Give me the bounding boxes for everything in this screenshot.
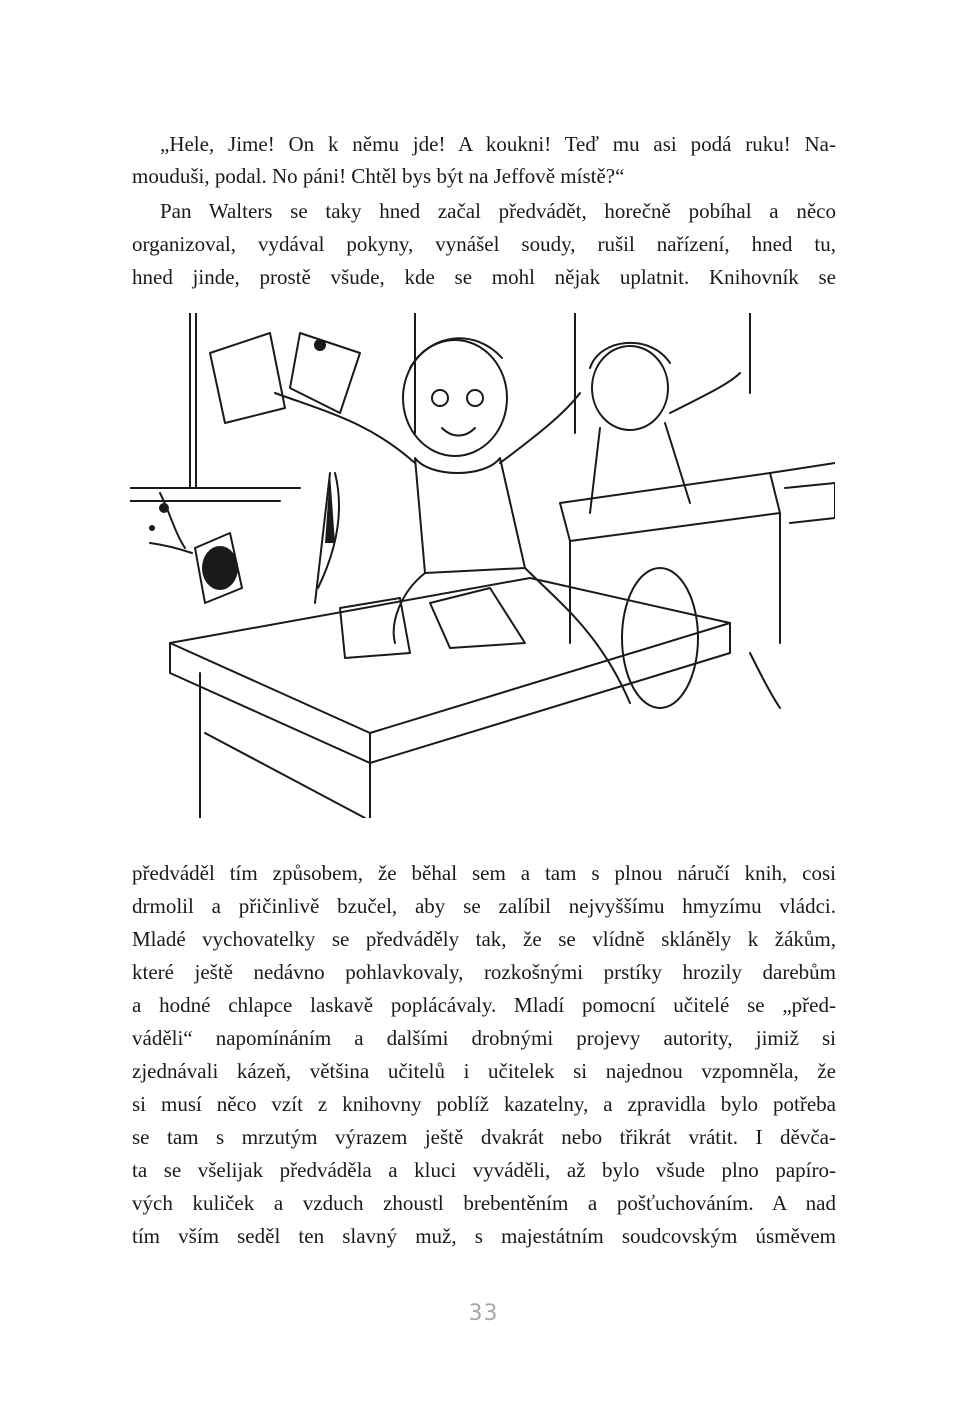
schoolroom-illustration: [130, 313, 835, 818]
text-line: které ještě nedávno pohlavkovaly, rozkošnými prstíky hrozily darebům: [132, 960, 836, 984]
text-line: „Hele, Jime! On k němu jde! A koukni! Teď mu asi podá ruku! Na-: [160, 132, 836, 156]
text-line: vých kuliček a vzduch zhoustl brebentěním a pošťuchováním. A nad: [132, 1191, 836, 1215]
text-line: se tam s mrzutým výrazem ještě dvakrát nebo třikrát vrátit. I děvča-: [132, 1125, 836, 1149]
text-line: a hodné chlapce laskavě poplácávaly. Mladí pomocní učitelé se „před-: [132, 993, 836, 1017]
text-line: Pan Walters se taky hned začal předvádět, horečně pobíhal a něco: [160, 199, 836, 223]
text-line: organizoval, vydával pokyny, vynášel soudy, rušil nařízení, hned tu,: [132, 232, 836, 256]
text-line: předváděl tím způsobem, že běhal sem a tam s plnou náručí knih, cosi: [132, 861, 836, 885]
text-line: váděli“ napomínáním a dalšími drobnými projevy autority, jimiž si: [132, 1026, 836, 1050]
text-line: ta se všelijak předváděla a kluci vyváděli, až bylo všude plno papíro-: [132, 1158, 836, 1182]
text-line: zjednávali kázeň, většina učitelů i učitelek si najednou vzpomněla, že: [132, 1059, 836, 1083]
page-number: 33: [468, 1301, 499, 1326]
text-line: Mladé vychovatelky se předváděly tak, že se vlídně skláněly k žákům,: [132, 927, 836, 951]
text-line: drmolil a přičinlivě bzučel, aby se zalíbil nejvyššímu hmyzímu vládci.: [132, 894, 836, 918]
text-line: mouduši, podal. No páni! Chtěl bys být na Jeffově místě?“: [132, 164, 625, 188]
text-line: tím vším seděl ten slavný muž, s majestátním soudcovským úsměvem: [132, 1224, 836, 1248]
text-line: si musí něco vzít z knihovny poblíž kazatelny, a zpravidla bylo potřeba: [132, 1092, 836, 1116]
text-line: hned jinde, prostě všude, kde se mohl nějak uplatnit. Knihovník se: [132, 265, 836, 289]
